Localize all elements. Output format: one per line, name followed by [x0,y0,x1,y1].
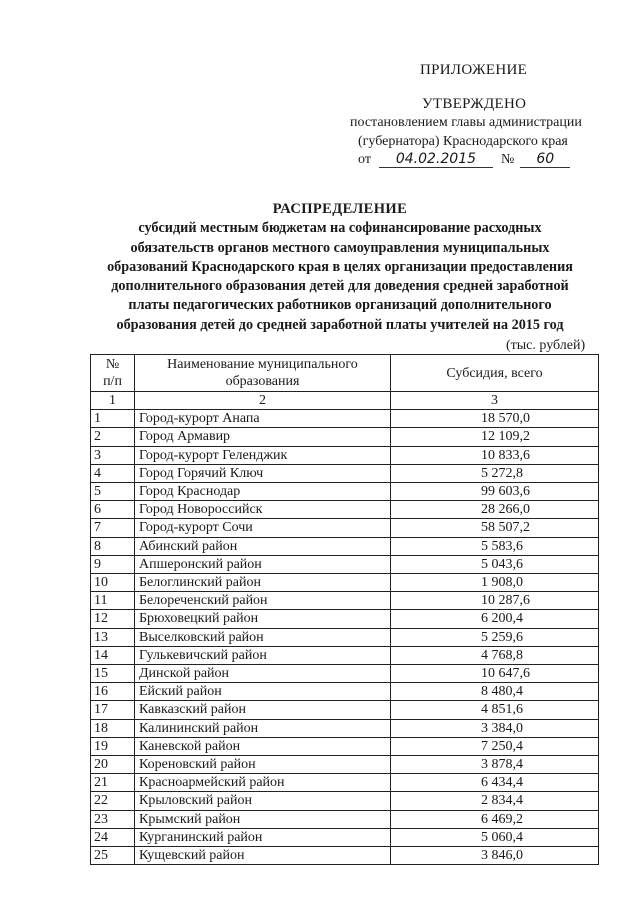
units-label: (тыс. рублей) [506,338,586,353]
subsidy-value: 3 846,0 [391,847,599,865]
municipality-name: Город Краснодар [135,483,391,501]
row-number: 2 [91,428,135,446]
row-number: 16 [91,683,135,701]
table-row [91,410,599,428]
municipality-name: Выселковский район [135,628,391,646]
table-row [91,464,599,482]
municipality-name: Город-курорт Анапа [135,410,391,428]
table-row [91,446,599,464]
subsidy-value: 6 469,2 [391,810,599,828]
table-row [91,737,599,755]
table-row [91,646,599,664]
municipality-name: Динской район [135,665,391,683]
appendix-label: ПРИЛОЖЕНИЕ [420,62,528,78]
subsidy-value: 28 266,0 [391,501,599,519]
subsidy-table [90,354,599,865]
header-number-line1: № [105,357,120,372]
table-row [91,792,599,810]
subsidy-value: 5 259,6 [391,628,599,646]
municipality-name: Город Армавир [135,428,391,446]
header-name-line2: образования [225,374,300,389]
column-number: 2 [135,392,391,410]
municipality-name: Красноармейский район [135,774,391,792]
table-row [91,774,599,792]
subsidy-value: 5 060,4 [391,828,599,846]
row-number: 23 [91,810,135,828]
column-header-name [135,355,391,392]
column-number-row [91,392,599,410]
row-number: 5 [91,483,135,501]
table-row [91,592,599,610]
title-line: дополнительного образования детей для доведения средней заработной [111,278,569,295]
table-row [91,610,599,628]
title-line: обязательств органов местного самоуправления муниципальных [130,239,550,256]
subsidy-value: 10 647,6 [391,665,599,683]
subsidy-value: 5 043,6 [391,555,599,573]
decree-date-line [358,151,570,168]
municipality-name: Каневской район [135,737,391,755]
subsidy-value: 5 272,8 [391,464,599,482]
municipality-name: Гулькевичский район [135,646,391,664]
table-row [91,719,599,737]
municipality-name: Город-курорт Сочи [135,519,391,537]
title-line: образования детей до средней заработной платы учителей на 2015 год [116,316,564,333]
column-number: 1 [91,392,135,410]
row-number: 6 [91,501,135,519]
subsidy-value: 12 109,2 [391,428,599,446]
header-name-line1: Наименование муниципального [167,357,358,372]
table-row [91,519,599,537]
handwritten-date: 04.02.2015 [379,151,493,168]
row-number: 25 [91,847,135,865]
number-prefix: № [500,152,515,167]
column-header-number [91,355,135,392]
municipality-name: Белореченский район [135,592,391,610]
municipality-name: Калининский район [135,719,391,737]
subsidy-value: 99 603,6 [391,483,599,501]
subsidy-value: 5 583,6 [391,537,599,555]
municipality-name: Город Горячий Ключ [135,464,391,482]
municipality-name: Абинский район [135,537,391,555]
row-number: 18 [91,719,135,737]
row-number: 22 [91,792,135,810]
row-number: 10 [91,574,135,592]
subsidy-value: 10 287,6 [391,592,599,610]
row-number: 11 [91,592,135,610]
municipality-name: Курганинский район [135,828,391,846]
subsidy-value: 4 851,6 [391,701,599,719]
subsidy-value: 58 507,2 [391,519,599,537]
table-row [91,555,599,573]
title-line: субсидий местным бюджетам на софинансирование расходных [138,220,542,237]
row-number: 19 [91,737,135,755]
row-number: 8 [91,537,135,555]
table-row [91,628,599,646]
row-number: 9 [91,555,135,573]
row-number: 20 [91,756,135,774]
table-row [91,483,599,501]
decree-line-2: (губернатора) Краснодарского края [358,134,568,149]
row-number: 4 [91,464,135,482]
subsidy-value: 6 434,4 [391,774,599,792]
subsidy-value: 8 480,4 [391,683,599,701]
title-line: платы педагогических работников организаций дополнительного [128,297,552,314]
row-number: 13 [91,628,135,646]
table-row [91,501,599,519]
header-number-line2: п/п [103,374,122,389]
table-row [91,537,599,555]
row-number: 1 [91,410,135,428]
row-number: 12 [91,610,135,628]
municipality-name: Город-курорт Геленджик [135,446,391,464]
row-number: 3 [91,446,135,464]
decree-line-1: постановлением главы администрации [350,115,582,130]
table-row [91,810,599,828]
table-header-row [91,355,599,392]
municipality-name: Крымский район [135,810,391,828]
municipality-name: Кавказский район [135,701,391,719]
municipality-name: Город Новороссийск [135,501,391,519]
subsidy-value: 7 250,4 [391,737,599,755]
municipality-name: Белоглинский район [135,574,391,592]
table-row [91,683,599,701]
date-prefix: от [358,152,371,167]
subsidy-value: 6 200,4 [391,610,599,628]
column-header-subsidy: Субсидия, всего [391,355,599,392]
table-row [91,847,599,865]
column-number: 3 [391,392,599,410]
row-number: 21 [91,774,135,792]
subsidy-value: 2 834,4 [391,792,599,810]
title-line: образований Краснодарского края в целях организации предоставления [107,258,573,275]
subsidy-value: 1 908,0 [391,574,599,592]
table-row [91,574,599,592]
municipality-name: Брюховецкий район [135,610,391,628]
subsidy-value: 4 768,8 [391,646,599,664]
subsidy-value: 18 570,0 [391,410,599,428]
document-title [96,200,584,335]
municipality-name: Ейский район [135,683,391,701]
table-row [91,756,599,774]
approved-label: УТВЕРЖДЕНО [422,96,527,112]
table-row [91,428,599,446]
row-number: 24 [91,828,135,846]
table-row [91,701,599,719]
row-number: 15 [91,665,135,683]
municipality-name: Кущевский район [135,847,391,865]
handwritten-number: 60 [520,151,570,168]
municipality-name: Апшеронский район [135,555,391,573]
table-row [91,828,599,846]
subsidy-value: 3 878,4 [391,756,599,774]
municipality-name: Крыловский район [135,792,391,810]
municipality-name: Кореновский район [135,756,391,774]
row-number: 14 [91,646,135,664]
row-number: 7 [91,519,135,537]
title-heading: РАСПРЕДЕЛЕНИЕ [272,201,408,217]
subsidy-value: 10 833,6 [391,446,599,464]
table-row [91,665,599,683]
subsidy-value: 3 384,0 [391,719,599,737]
row-number: 17 [91,701,135,719]
